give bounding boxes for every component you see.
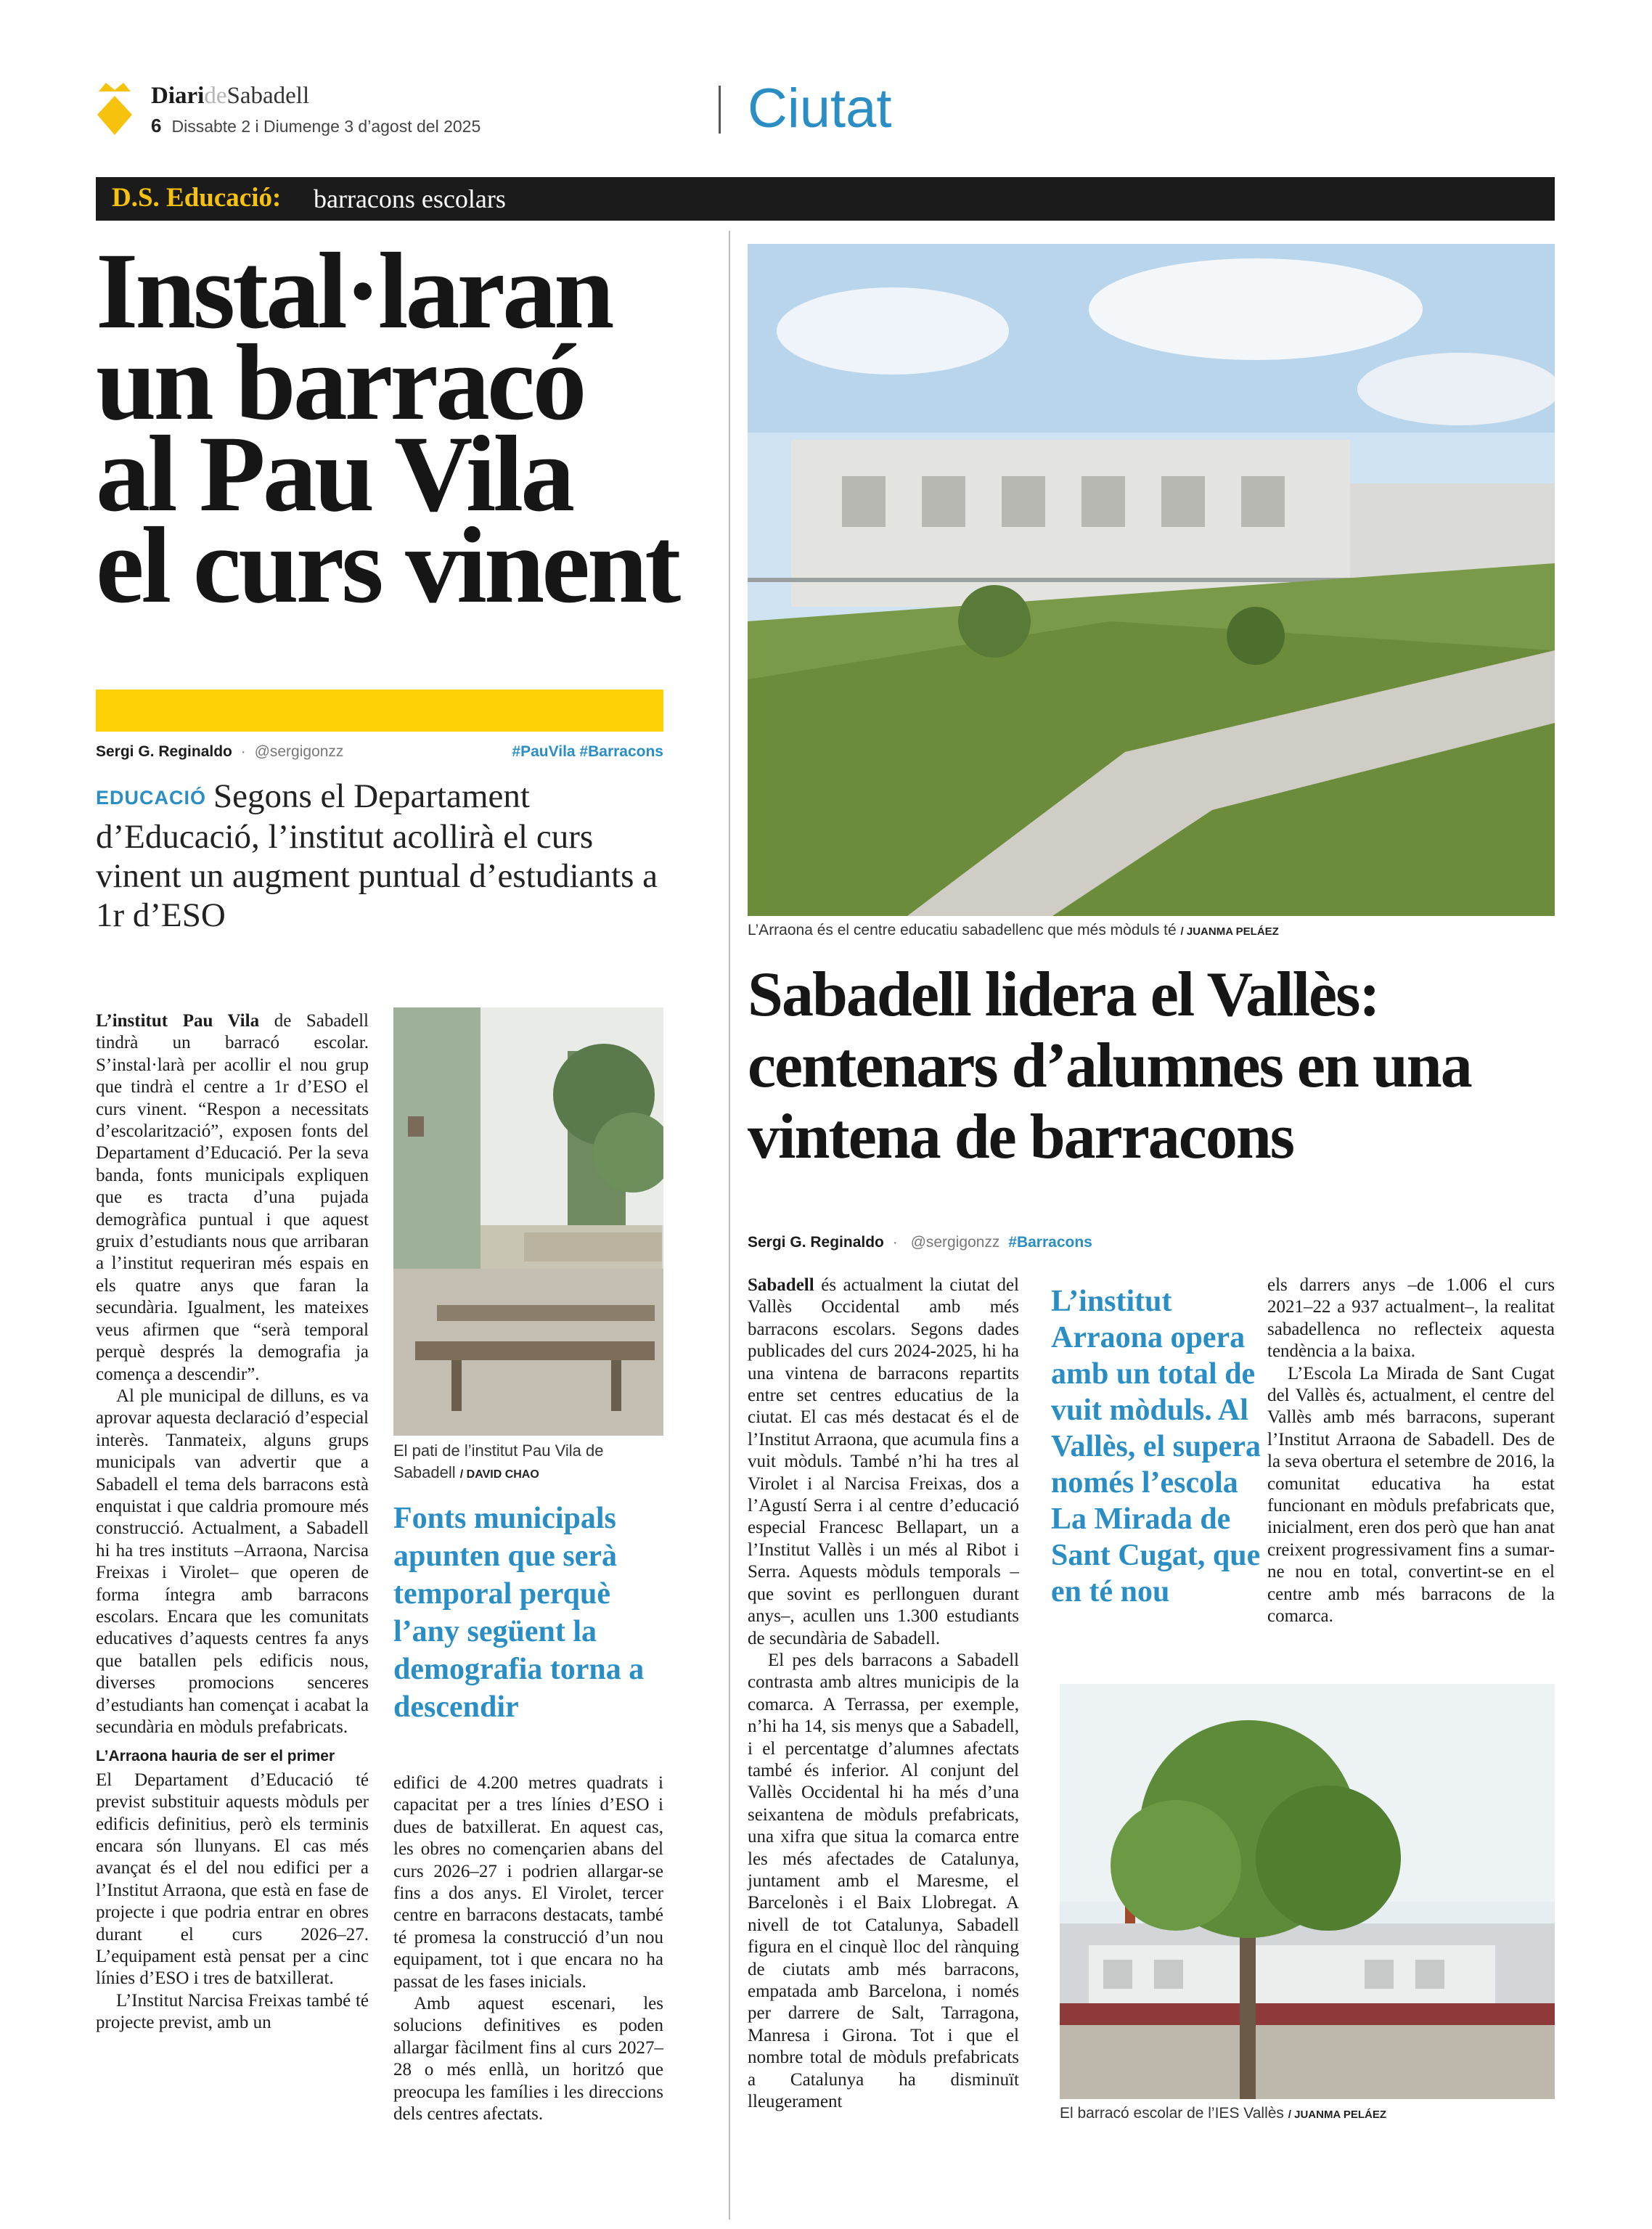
photo-credit: / DAVID CHAO [459, 1468, 539, 1481]
school-yard-photo [393, 1007, 663, 1436]
photo-credit: / JUANMA PELÁEZ [1180, 925, 1279, 938]
article-column [393, 1772, 663, 2126]
headline-line: un barracó [96, 322, 584, 443]
page-number: 6 [151, 115, 162, 136]
byline-separator: · [892, 1234, 898, 1251]
ies-valles-barracks-photo [1060, 1684, 1555, 2099]
paragraph: Sabadell és actualment la ciutat del Vallès Occidental amb més barracons escolars. Segons dades publicades del curs 2024-2025, hi ha una vintena de barracons repartits entre set centres educatius de la ciutat. El cas més destacat és el de l’Institut Arraona, que acumula fins a vuit mòduls. També n’hi ha tres al Virolet i al Narcisa Freixas, dos a l’Agustí Serra i al centre d’educació especial Francesc Bellapart, un a l’Institut Vallès i un més al Ribot i Serra. Aquests mòduls temporals –que sovint es perllonguen durant anys–, acullen uns 1.300 estudiants de secundària de Sabadell. [748, 1275, 1019, 1648]
subheading: L’Arraona hauria de ser el primer [96, 1748, 335, 1765]
section-title[interactable]: Ciutat [748, 78, 892, 139]
photo-caption [1060, 2105, 1386, 2122]
paragraph: L’Institut Narcisa Freixas també té projecte previst, amb un [96, 1990, 369, 2033]
byline-author: Sergi G. Reginaldo [748, 1234, 884, 1251]
byline [748, 1234, 1092, 1251]
caption-text: L’Arraona és el centre educatiu sabadellenc que més mòduls té [748, 922, 1177, 938]
paragraph: edifici de 4.200 metres quadrats i capacitat per a tres línies d’ESO i dues de batxillerat. En aquest cas, les obres no començarien abans del curs 2026–27 i podrien allargar-se fins a dos anys. El Virolet, tercer centre en barracons destacats, també té promesa la construcció d’un nou equipament, tot i que encara no ha passat de les fases inicials. [393, 1773, 663, 1992]
headline-accent-band [96, 690, 663, 732]
byline-handle[interactable]: @sergigonzz [910, 1234, 1000, 1251]
arraona-modules-photo [748, 244, 1555, 916]
pull-quote: Fonts municipals apunten que serà temporal perquè l’any següent la demografia torna a descendir [393, 1502, 645, 1724]
standfirst-tag: EDUCACIÓ [96, 787, 207, 809]
paragraph: L’Escola La Mirada de Sant Cugat del Vallès és, actualment, el centre del Vallès amb més barracons, superant l’Institut Arraona de Sabadell. Des de la seva obertura el setembre de 2016, la comunitat educativa ha estat funcionant en mòduls prefabricats que, inicialment, eren dos però que han anat creixent progressivament fins a sumar-ne nou en total, convertint-se en el centre amb més barracons de la comarca. [1267, 1363, 1555, 1627]
headline-line: al Pau Vila [96, 414, 573, 534]
paragraph: Al ple municipal de dilluns, es va aprovar aquesta declaració d’especial interès. Tanmateix, alguns grups municipals van advertir que a Sabadell el tema dels barracons està enquistat i que caldria promoure més construcció. Actualment, a Sabadell hi ha tres instituts –Arraona, Narcisa Freixas i Virolet– que operen de forma íntegra amb barracons escolars. Encara que les comunitats educatives d’aquests centres fa anys que batallen pels edificis nous, diverses promocions senceres d’estudiants han començat i acabat la secundària en mòduls prefabricats. [96, 1386, 369, 1737]
byline-tags[interactable]: #Barracons [1008, 1234, 1092, 1251]
byline [96, 743, 663, 768]
byline-tags[interactable]: #PauVila #Barracons [512, 743, 663, 760]
secondary-headline: Sabadell lidera el Vallès: centenars d’alumnes en una vintena de barracons [748, 960, 1471, 1172]
pull-quote: L’institut Arraona opera amb un total de vuit mòduls. Al Vallès, el supera només l’escola La Mirada de Sant Cugat, que en té nou [1051, 1285, 1261, 1608]
caption-text: El barracó escolar de l’IES Vallès [1060, 2105, 1284, 2122]
byline-separator: · [240, 743, 246, 760]
byline-handle[interactable]: @sergigonzz [254, 743, 344, 760]
page-info [151, 115, 481, 137]
lead-words: Sabadell [748, 1275, 814, 1295]
kicker-label: D.S. Educació: [112, 183, 282, 213]
article-column [748, 1275, 1019, 2113]
standfirst-text: Segons el Departament d’Educació, l’institut acollirà el curs vinent un augment puntual d’estudiants a 1r d’ESO [96, 777, 658, 934]
photo-caption [748, 922, 1279, 939]
caption-text: El pati de l’institut Pau Vila de Sabadell [393, 1441, 604, 1481]
column-divider [729, 231, 730, 2220]
photo-credit: / JUANMA PELÁEZ [1288, 2109, 1387, 2121]
paragraph: els darrers anys –de 1.006 el curs 2021–22 a 937 actualment–, la realitat sabadellenca no reflecteix aquesta tendència a la baixa. [1267, 1275, 1555, 1362]
standfirst [96, 777, 676, 935]
shield-crest-icon [96, 81, 134, 136]
headline-line: el curs vinent [96, 505, 679, 626]
lead-words: L’institut Pau Vila [96, 1011, 260, 1031]
kicker-topic: barracons escolars [314, 184, 506, 213]
byline-author: Sergi G. Reginaldo [96, 743, 232, 760]
section-divider [719, 86, 721, 134]
issue-date: Dissabte 2 i Diumenge 3 d’agost del 2025 [171, 117, 481, 136]
headline-line: Instal·laran [96, 231, 612, 351]
brand-light: de [204, 83, 227, 109]
paragraph: L’institut Pau Vila de Sabadell tindrà un barracó escolar. S’instal·larà per acollir el nou grup que tindrà el centre a 1r d’ESO el curs vinent. “Respon a necessitats d’escolarització”, exposen fonts del Departament d’Educació. Per la seva banda, fonts municipals expliquen que es tracta d’una pujada demogràfica puntual i que aquest gruix d’estudiants nous que arribaran a l’institut requeriran més espais en els quatre anys que faran la secundària. Igualment, les mateixes veus afirmen que “serà temporal perquè després la demografia ja comença a descendir”. [96, 1011, 369, 1384]
brand-bold: Diari [151, 83, 205, 109]
photo-caption [393, 1440, 663, 1486]
paragraph: El Departament d’Educació té previst substituir aquests mòduls per edificis definitius, però els terminis encara són llunyans. El cas més avançat és el del nou edifici per a l’Institut Arraona, que està en fase de projecte i que podria entrar en obres durant el curs 2026–27. L’equipament està pensat per a cinc línies d’ESO i tres de batxillerat. [96, 1770, 369, 1989]
brand-rest: Sabadell [226, 83, 310, 109]
brand-name[interactable] [151, 83, 309, 110]
paragraph: El pes dels barracons a Sabadell contrasta amb altres municipis de la comarca. A Terrassa, per exemple, n’hi ha 14, sis menys que a Sabadell, i el percentatge d’alumnes afectats també és inferior. Al conjunt del Vallès Occidental hi ha més d’una seixantena de mòduls prefabricats, una xifra que situa la comarca entre les més afectades de Catalunya, juntament amb el Maresme, el Barcelonès i el Baix Llobregat. A nivell de tot Catalunya, Sabadell figura en el cinquè lloc del rànquing de ciutats amb més barracons, empatada amb Barcelona, i només per darrere de Salt, Tarragona, Manresa i Girona. Tot i que el nombre total de mòduls prefabricats a Catalunya ha disminuït lleugerament [748, 1650, 1019, 2112]
article-column [1267, 1275, 1555, 1628]
kicker-bar [96, 177, 1555, 221]
paragraph: Amb aquest escenari, les solucions definitives es poden allargar fàcilment fins al curs 2027–28 o més enllà, un horitzó que preocupa les famílies i les direccions dels centres afectats. [393, 1994, 663, 2124]
main-headline [96, 231, 698, 626]
article-column [96, 1010, 369, 2034]
